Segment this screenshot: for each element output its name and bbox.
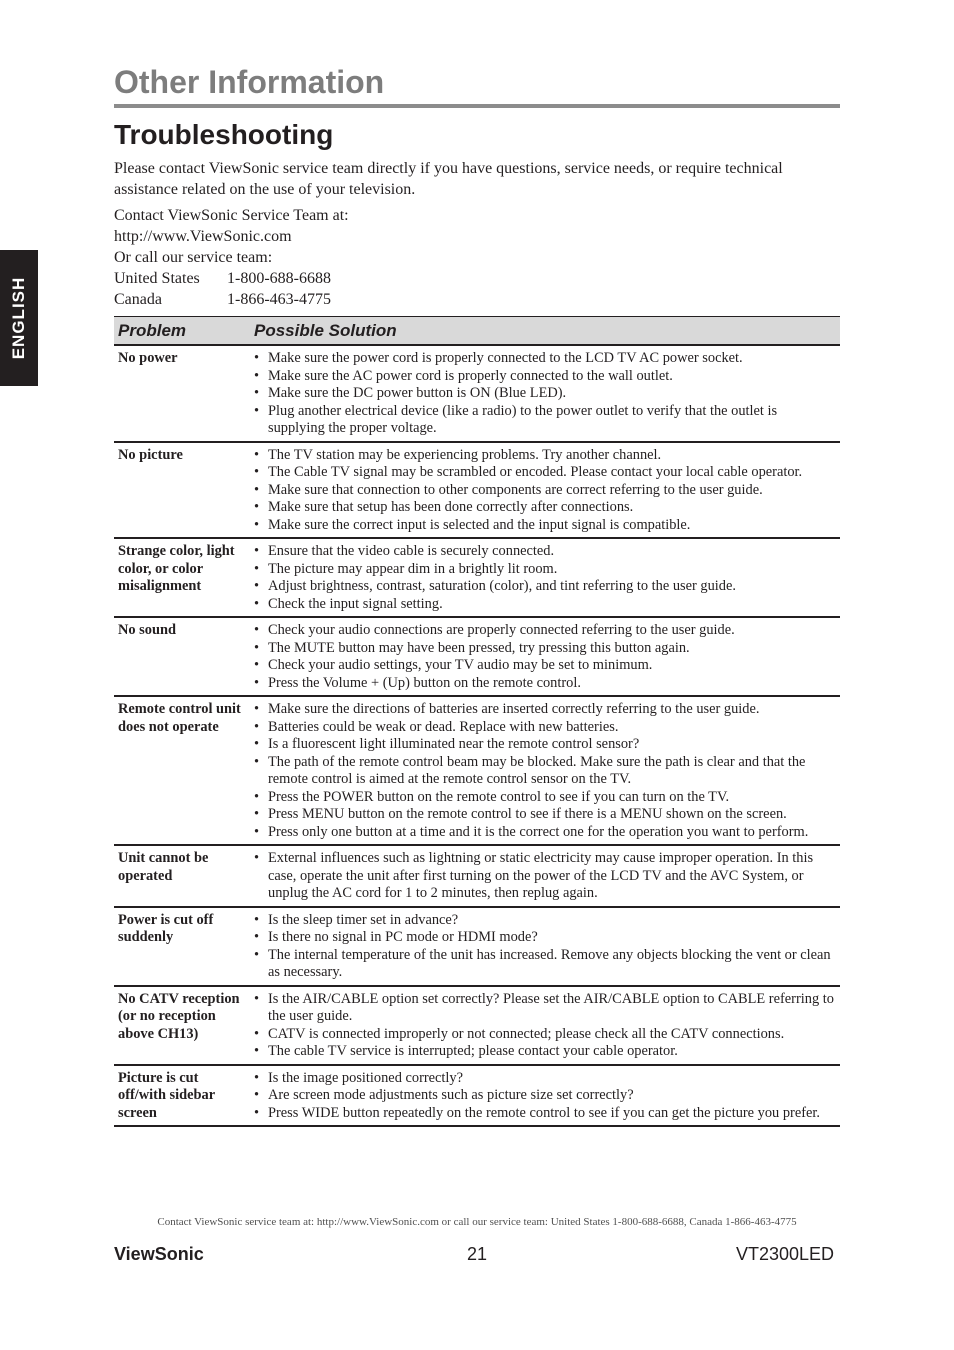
solution-list [254, 622, 836, 692]
solution-item: • Check your audio connections are properly connected referring to the user guide. [254, 622, 836, 640]
solution-cell [250, 845, 840, 907]
title-divider [114, 104, 840, 108]
solution-item: • Press WIDE button repeatedly on the remote control to see if you can get the picture you prefer. [254, 1105, 836, 1123]
contact-url[interactable]: http://www.ViewSonic.com [114, 228, 292, 245]
phone-number: 1-866-463-4775 [227, 291, 331, 308]
solution-item: • Check your audio settings, your TV audio may be set to minimum. [254, 657, 836, 675]
solution-list [254, 991, 836, 1061]
solution-cell [250, 345, 840, 442]
problem-cell: No picture [114, 442, 250, 539]
solution-list [254, 850, 836, 903]
solution-item: • Check the input signal setting. [254, 596, 836, 614]
phone-country: Canada [114, 291, 162, 308]
solution-list [254, 912, 836, 982]
solution-item: • Make sure the AC power cord is properly connected to the wall outlet. [254, 368, 836, 386]
footer-contact-line: Contact ViewSonic service team at: http://www.ViewSonic.com or call our service team: United States 1-800-688-6688, Canada 1-866-463-4775 [157, 1216, 797, 1228]
solution-item: • The Cable TV signal may be scrambled or encoded. Please contact your local cable operator. [254, 464, 836, 482]
table-row [114, 1065, 840, 1127]
solution-item: • Press the Volume + (Up) button on the remote control. [254, 675, 836, 693]
solution-item: • Plug another electrical device (like a radio) to the power outlet to verify that the outlet is supplying the proper voltage. [254, 403, 836, 438]
contact-block [114, 205, 840, 310]
solution-item: • The internal temperature of the unit has increased. Remove any objects blocking the vent or clean as necessary. [254, 947, 836, 982]
solution-cell [250, 696, 840, 845]
solution-list [254, 350, 836, 438]
table-row [114, 442, 840, 539]
problem-cell: Picture is cut off/with sidebar screen [114, 1065, 250, 1127]
solution-item: • The picture may appear dim in a brightly lit room. [254, 561, 836, 579]
problem-cell: No CATV reception (or no reception above CH13) [114, 986, 250, 1065]
problem-cell: Power is cut off suddenly [114, 907, 250, 986]
solution-item: • Batteries could be weak or dead. Replace with new batteries. [254, 719, 836, 737]
solution-item: • Make sure the power cord is properly connected to the LCD TV AC power socket. [254, 350, 836, 368]
solution-item: • Press MENU button on the remote control to see if there is a MENU shown on the screen. [254, 806, 836, 824]
table-row [114, 986, 840, 1065]
problem-cell: No sound [114, 617, 250, 696]
table-row [114, 845, 840, 907]
solution-list [254, 701, 836, 841]
solution-item: • Are screen mode adjustments such as picture size set correctly? [254, 1087, 836, 1105]
solution-item: • Make sure that setup has been done correctly after connections. [254, 499, 836, 517]
header-problem: Problem [114, 317, 250, 346]
solution-item: • Make sure that connection to other components are correct referring to the user guide. [254, 482, 836, 500]
solution-item: • Is the sleep timer set in advance? [254, 912, 836, 930]
solution-item: • The TV station may be experiencing problems. Try another channel. [254, 447, 836, 465]
solution-item: • External influences such as lightning or static electricity may cause improper operation. In this case, operate the unit after first turning on the power of the LCD TV and the AVC System, or unplug the AC cord for 1 to 2 minutes, then replug again. [254, 850, 836, 903]
table-header-row [114, 317, 840, 346]
solution-list [254, 447, 836, 535]
table-row [114, 907, 840, 986]
solution-item: • CATV is connected improperly or not connected; please check all the CATV connections. [254, 1026, 836, 1044]
solution-item: • Make sure the directions of batteries are inserted correctly referring to the user guide. [254, 701, 836, 719]
solution-list [254, 543, 836, 613]
solution-item: • The cable TV service is interrupted; please contact your cable operator. [254, 1043, 836, 1061]
intro-paragraph: Please contact ViewSonic service team directly if you have questions, service needs, or require technical assistance related on the use of your television. [114, 160, 783, 198]
language-tab [0, 250, 38, 386]
problem-cell: Remote control unit does not operate [114, 696, 250, 845]
solution-item: • Is a fluorescent light illuminated near the remote control sensor? [254, 736, 836, 754]
problem-cell: Unit cannot be operated [114, 845, 250, 907]
problem-cell: No power [114, 345, 250, 442]
footer-brand: ViewSonic [114, 1244, 204, 1264]
solution-item: • Is the image positioned correctly? [254, 1070, 836, 1088]
solution-cell [250, 617, 840, 696]
phone-country: United States [114, 270, 200, 287]
solution-item: • Press only one button at a time and it is the correct one for the operation you want to perform. [254, 824, 836, 842]
page-title: Troubleshooting [114, 119, 334, 150]
solution-cell [250, 442, 840, 539]
solution-item: • Is the AIR/CABLE option set correctly? Please set the AIR/CABLE option to CABLE referring to the user guide. [254, 991, 836, 1026]
contact-line: Contact ViewSonic Service Team at: [114, 207, 349, 224]
phone-number: 1-800-688-6688 [227, 270, 331, 287]
page-number: 21 [466, 1244, 488, 1264]
footer-model: VT2300LED [735, 1244, 834, 1264]
solution-cell [250, 907, 840, 986]
solution-list [254, 1070, 836, 1123]
solution-cell [250, 986, 840, 1065]
solution-cell [250, 538, 840, 617]
solution-item: • Make sure the DC power button is ON (Blue LED). [254, 385, 836, 403]
solution-item: • Is there no signal in PC mode or HDMI mode? [254, 929, 836, 947]
solution-item: • Make sure the correct input is selected and the input signal is compatible. [254, 517, 836, 535]
table-row [114, 538, 840, 617]
solution-cell [250, 1065, 840, 1127]
header-solution: Possible Solution [250, 317, 840, 346]
phone-row-us [114, 268, 840, 289]
solution-item: • Adjust brightness, contrast, saturation (color), and tint referring to the user guide. [254, 578, 836, 596]
table-row [114, 617, 840, 696]
solution-item: • The path of the remote control beam may be blocked. Make sure the path is clear and that the remote control is aimed at the remote control sensor on the TV. [254, 754, 836, 789]
table-row [114, 696, 840, 845]
solution-item: • The MUTE button may have been pressed, try pressing this button again. [254, 640, 836, 658]
troubleshooting-table [114, 316, 840, 1127]
solution-item: • Press the POWER button on the remote control to see if you can turn on the TV. [254, 789, 836, 807]
language-tab-label: ENGLISH [9, 276, 28, 360]
solution-item: • Ensure that the video cable is securely connected. [254, 543, 836, 561]
contact-call-line: Or call our service team: [114, 249, 273, 266]
table-row [114, 345, 840, 442]
problem-cell: Strange color, light color, or color misalignment [114, 538, 250, 617]
phone-row-canada [114, 289, 840, 310]
section-title: Other Information [114, 64, 385, 100]
